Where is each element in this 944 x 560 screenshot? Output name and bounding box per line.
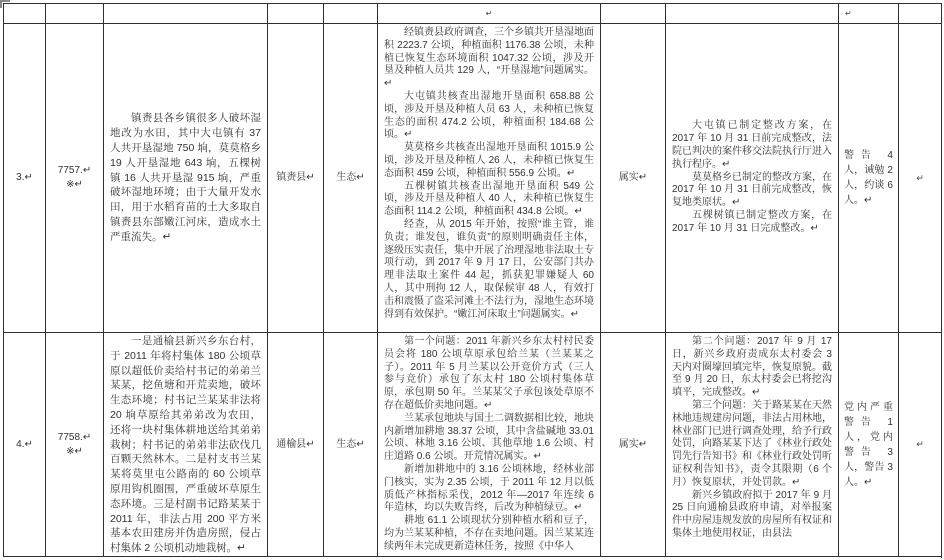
rectification-cell[interactable] xyxy=(666,24,839,333)
category-cell[interactable]: 生态↵ xyxy=(324,333,378,558)
case-table xyxy=(3,3,942,558)
header-county-cell[interactable] xyxy=(268,4,324,24)
paragraph: 大屯镇已制定整改方案，在 2017 年 10 月 31 日前完成整改，法院已判决的案件移交法院执行厅进入执行程序。↵ xyxy=(672,120,832,170)
header-remarks-cell[interactable] xyxy=(899,4,942,24)
paragraph: 第一个问题：2011 年新兴乡东太村村民委员会将 180 公顷草原承包给兰某（兰某某之子）。2011 年 5 月兰某以公开竞价方式（三人参与竞价）承包了东太村 180 公顷村集体草原，承包期 50 年。兰某某父子承包该处草原不存在超低价卖地问题。↵ xyxy=(384,336,594,411)
complaint-cell[interactable] xyxy=(104,24,268,333)
rectification-cell[interactable] xyxy=(666,333,839,558)
header-investigation-cell[interactable] xyxy=(378,4,601,24)
header-verification-cell[interactable] xyxy=(601,4,666,24)
table-header-row xyxy=(4,4,942,24)
header-serial-cell[interactable] xyxy=(4,4,46,24)
paragraph: 耕地 61.1 公顷现状分别种植水稻和豆子，均为兰某某种植，不存在卖地问题。因兰某某连续两年未完成更新造林任务，按照《中华人 xyxy=(384,515,594,552)
paragraph: 新增加耕地中的 3.16 公顷林地，经林业部门核实，实为 2.35 公顷，于 2011 年 12 月以低质低产林指标采伐，2012 年—2017 年连续 6 年造林，均以失败告终，后改为种植绿豆。↵ xyxy=(384,463,594,514)
case-number-cell[interactable] xyxy=(46,24,104,333)
case-number-cell[interactable] xyxy=(46,333,104,558)
county-cell[interactable]: 通榆县↵ xyxy=(268,333,324,558)
complaint-cell[interactable] xyxy=(104,333,268,558)
paragraph: 第二个问题：2017 年 9 月 17 日，新兴乡政府责成东太村委会 3 天内对圈壕回填完毕，恢复原貌。截至 9 月 20 日，东太村委会已将挖沟填平，完成整改。↵ xyxy=(672,336,832,399)
case-flag: ※↵ xyxy=(66,179,83,190)
county-cell[interactable]: 镇赉县↵ xyxy=(268,24,324,333)
serial-cell[interactable]: 3.↵ xyxy=(4,24,46,333)
category-cell[interactable]: 生态↵ xyxy=(324,24,378,333)
paragraph-mark: ↵ xyxy=(845,9,852,18)
accountability-cell[interactable]: 警告 4 人，诫勉 2 人，约谈 6 人。↵ xyxy=(839,24,899,333)
table-row xyxy=(4,333,942,558)
remarks-cell[interactable]: ↵ xyxy=(899,24,942,333)
verification-cell[interactable]: 属实↵ xyxy=(601,24,666,333)
header-case-number-cell[interactable] xyxy=(46,4,104,24)
verification-cell[interactable]: 属实↵ xyxy=(601,333,666,558)
paragraph: 五棵树镇已制定整改方案，在 2017 年 10 月 31 日完成整改。↵ xyxy=(672,209,832,234)
serial-cell[interactable]: 4.↵ xyxy=(4,333,46,558)
accountability-cell[interactable]: 党内严重警告 1 人，党内警告 3 人，警告 3 人。↵ xyxy=(839,333,899,558)
paragraph: 经镇赉县政府调查，三个乡镇共开垦湿地面积 2223.7 公顷，种植面积 1176.38 公顷，未种植已恢复生态环境面积 1047.32 公顷，涉及开垦及种植人员共 129 人，“开垦湿地”问题属实。↵ xyxy=(384,27,594,90)
paragraph: 一是通榆县新兴乡东台村，于 2011 年将村集体 180 公顷草原以超低价卖给村书记的弟弟兰某某，挖鱼塘和开荒卖地，破坏生态环境；村书记兰某某非法将 20 垧草原给其弟弟改为农田，还将一块村集体耕地送给其弟弟栽树；村书记的弟弟非法砍伐几百颗天然林木。二是村支书兰某某将莫里屯公路南的 60 公顷草原用钩机圈围，严重破坏草原生态环境。三是村副书记路某某于 2011 年，非法占用 200 平方米基本农田建房并伪造房照，侵占村集体 2 公顷机动地栽树。↵ xyxy=(110,335,261,555)
remarks-cell[interactable]: ↵ xyxy=(899,333,942,558)
paragraph: 经查，从 2015 年开始，按照“谁主管，谁负责；谁发包，谁负责”的原则明确责任主体，逐级压实责任，集中开展了治理湿地非法取土专项行动，到 2017 年 9 月 17 日，公安部门共办理非法取土案件 44 起，抓获犯罪嫌疑人 60 人，其中刑拘 12 人，取保候审 48 人，有效打击和震慑了盗采河滩土不法行为，湿地生态环境得到有效保护。“嫩江河床取土”问题属实。↵ xyxy=(384,218,594,320)
paragraph: 莫莫格乡已制定的整改方案，在 2017 年 10 月 31 日前完成整改，恢复地类原状。↵ xyxy=(672,171,832,209)
case-number: 7758.↵ xyxy=(57,431,92,443)
paragraph: 莫莫格乡共核查出湿地开垦面积 1015.9 公顷，涉及开垦及种植人 26 人，未种植已恢复生态面积 459 公顷，种植面积 556.9 公顷。↵ xyxy=(384,142,594,179)
case-number: 7757.↵ xyxy=(57,165,92,176)
paragraph: 兰某承包地块与国土二调数据相比较，地块内新增加耕地 38.37 公顷，其中含盐碱地 33.01 公顷、林地 3.16 公顷、其他草地 1.6 公顷、村庄道路 0.6 公顷。开荒情况属实。↵ xyxy=(384,412,594,463)
paragraph: 镇赉县各乡镇很多人破坏湿地改为水田，其中大屯镇有 37 人共开垦湿地 750 垧，莫莫格乡 19 人开垦湿地 643 垧，五棵树镇 16 人共开垦湿 915 垧，严重破坏湿地环境；由于大量开发水田，用于水稻育苗的土大多取自镇赉县东部嫩江河床，造成水土严重流失。↵ xyxy=(110,112,261,243)
paragraph-mark: ↵ xyxy=(485,9,493,18)
header-complaint-cell[interactable] xyxy=(104,4,268,24)
paragraph: 大屯镇共核查出湿地开垦面积 658.88 公顷，涉及开垦及种植人员 63 人，未种植已恢复生态的面积 474.2 公顷，种植面积 184.68 公顷。↵ xyxy=(384,90,594,141)
paragraph: 五棵树镇共核查出湿地开垦面积 549 公顷，涉及开垦及种植人 40 人，未种植已恢复生态面积 114.2 公顷，种植面积 434.8 公顷。↵ xyxy=(384,180,594,218)
paragraph: 新兴乡镇政府拟于 2017 年 9 月 25 日向通榆县政府申请，对举报案件中房屋违规发放的房屋所有权证和集体土地使用权证，由县法 xyxy=(672,489,832,539)
header-accountability-cell[interactable] xyxy=(839,4,899,24)
table-row xyxy=(4,24,942,333)
header-rectification-cell[interactable] xyxy=(666,4,839,24)
page-bottom-edge xyxy=(3,556,941,560)
header-category-cell[interactable] xyxy=(324,4,378,24)
investigation-cell[interactable] xyxy=(378,24,601,333)
case-flag: ※↵ xyxy=(66,445,83,457)
investigation-cell[interactable] xyxy=(378,333,601,558)
paragraph: 第三个问题：关于路某某在天然林地违规建房问题，非法占用林地，林业部门已进行调查处理，给予行政处罚，向路某某下达了《林业行政处罚先行告知书》和《林业行政处罚听证权利告知书》，责令其限期（6 个月）恢复原状，并处罚款。↵ xyxy=(672,399,832,488)
